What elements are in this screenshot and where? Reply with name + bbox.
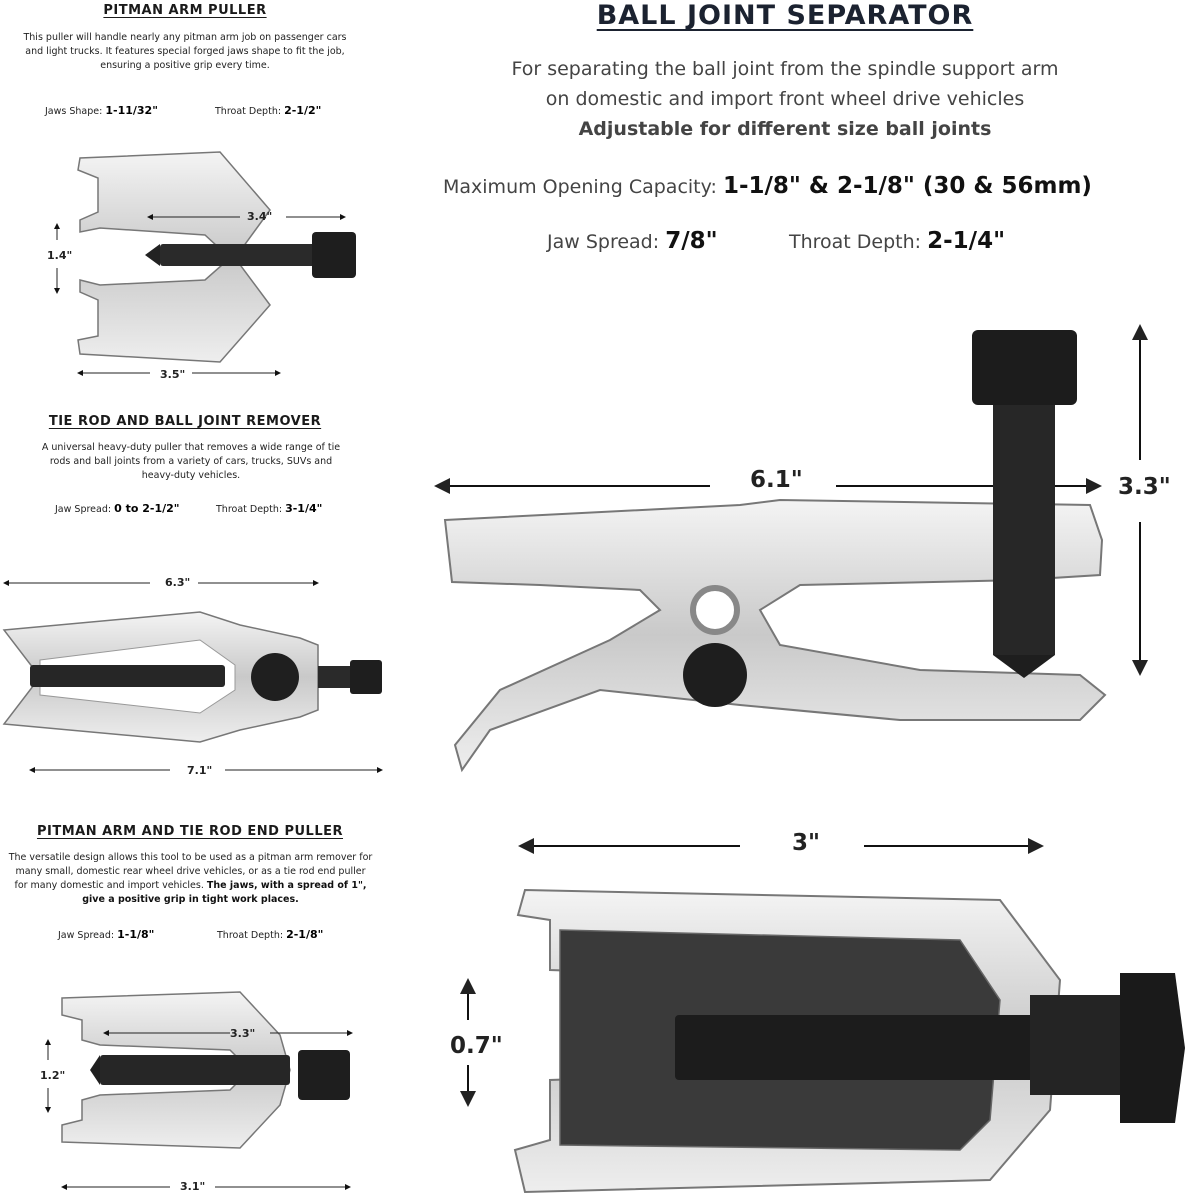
endpuller-throat-label: Throat Depth:	[217, 930, 284, 941]
pitman-throat-label: Throat Depth:	[215, 106, 282, 117]
endpuller-jaw-spec	[58, 928, 154, 941]
pitman-arm-puller-image	[0, 140, 400, 390]
endpuller-desc-text: The versatile design allows this tool to be used as a pitman arm remover for many small, domestic rear wheel drive vehicles, or as a tie rod end puller for many domestic and import vehicles.	[8, 852, 373, 891]
main-jaw-label: Jaw Spread:	[547, 231, 660, 253]
main-desc-line1: For separating the ball joint from the spindle support arm	[511, 58, 1059, 80]
tie-rod-remover-image	[0, 570, 400, 780]
ball-joint-separator-end-view-image	[400, 820, 1200, 1200]
endpuller-jaw-label: Jaw Spread:	[58, 930, 115, 941]
main-throat-value: 2-1/4"	[927, 228, 1006, 254]
main-dim-width2: 3"	[792, 830, 820, 856]
tierod-dim-width: 6.3"	[165, 576, 191, 589]
endpuller-dim-width: 3.3"	[230, 1027, 256, 1040]
pitman-throat-value: 2-1/2"	[284, 104, 322, 117]
endpuller-title: PITMAN ARM AND TIE ROD END PULLER	[36, 824, 344, 839]
endpuller-jaw-value: 1-1/8"	[117, 928, 155, 941]
pitman-jaws-label: Jaws Shape:	[45, 106, 103, 117]
pitman-description: This puller will handle nearly any pitman arm job on passenger cars and light trucks. It features special forged jaws shape to fit the job, ensuring a positive grip every time.	[23, 32, 347, 71]
pitman-dim-height: 1.4"	[47, 249, 73, 262]
endpuller-description	[8, 851, 373, 907]
main-jaw-value: 7/8"	[665, 228, 718, 254]
main-capacity-value: 1-1/8" & 2-1/8" (30 & 56mm)	[722, 173, 1092, 199]
tierod-jaw-spec	[55, 502, 180, 515]
tierod-throat-spec	[216, 502, 322, 515]
endpuller-desc-bold: The jaws, with a spread of 1", give a positive grip in tight work places.	[82, 880, 367, 905]
tierod-dim-length: 7.1"	[187, 764, 213, 777]
main-throat-spec	[789, 228, 1005, 254]
main-desc-line2: on domestic and import front wheel drive vehicles	[545, 88, 1025, 110]
pitman-dim-length: 3.5"	[160, 368, 186, 381]
tierod-description: A universal heavy-duty puller that removes a wide range of tie rods and ball joints from a variety of cars, trucks, SUVs and heavy-duty vehicles.	[41, 442, 341, 481]
main-dim-height2: 0.7"	[450, 1033, 503, 1059]
end-puller-image	[0, 980, 400, 1200]
main-capacity-spec	[443, 173, 1092, 199]
main-dim-height: 3.3"	[1118, 474, 1171, 500]
main-capacity-label: Maximum Opening Capacity:	[443, 176, 717, 198]
main-dim-length: 6.1"	[750, 467, 803, 493]
pitman-dim-width: 3.4"	[247, 210, 273, 223]
pitman-jaws-value: 1-11/32"	[105, 104, 158, 117]
endpuller-dim-length: 3.1"	[180, 1180, 206, 1193]
ball-joint-separator-image	[400, 300, 1200, 820]
tierod-throat-value: 3-1/4"	[285, 502, 323, 515]
endpuller-dim-height: 1.2"	[40, 1069, 66, 1082]
tierod-title: TIE ROD AND BALL JOINT REMOVER	[48, 414, 322, 429]
main-title: BALL JOINT SEPARATOR	[596, 0, 974, 31]
pitman-throat-spec	[215, 104, 321, 117]
main-desc-line3: Adjustable for different size ball joints	[578, 118, 992, 140]
tierod-throat-label: Throat Depth:	[216, 504, 283, 515]
main-description	[430, 54, 1140, 144]
tierod-jaw-label: Jaw Spread:	[55, 504, 112, 515]
endpuller-throat-value: 2-1/8"	[286, 928, 324, 941]
main-jaw-spec	[547, 228, 718, 254]
endpuller-throat-spec	[217, 928, 323, 941]
main-throat-label: Throat Depth:	[789, 231, 922, 253]
tierod-jaw-value: 0 to 2-1/2"	[114, 502, 180, 515]
pitman-jaws-spec	[45, 104, 158, 117]
pitman-title: PITMAN ARM PULLER	[103, 3, 267, 18]
